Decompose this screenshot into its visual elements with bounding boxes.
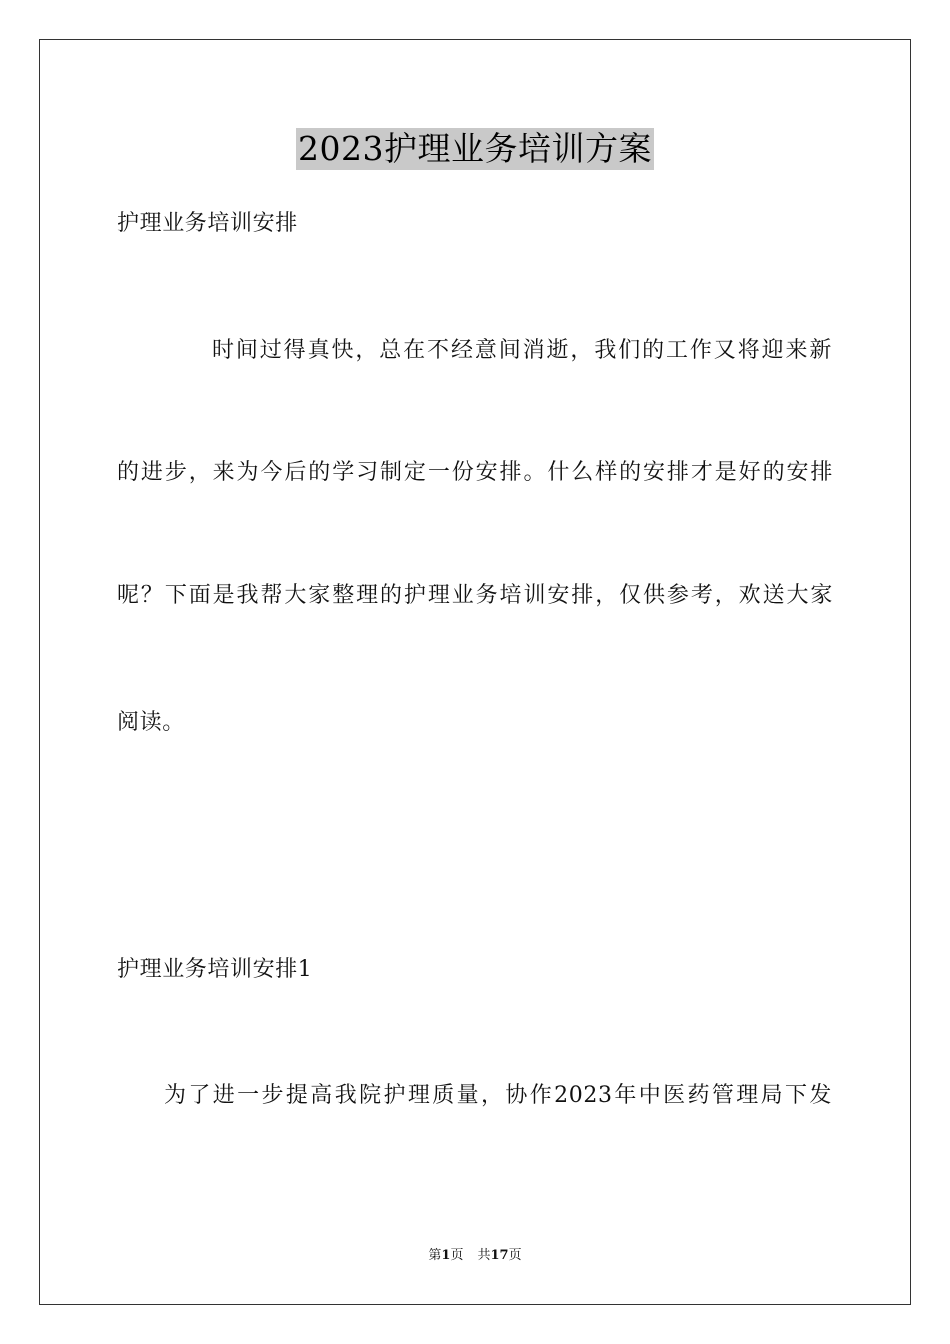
intro-heading: 护理业务培训安排 — [117, 211, 298, 236]
intro-line-2: 的进步，来为今后的学习制定一份安排。什么样的安排才是好的安排 — [117, 460, 833, 485]
intro-line-3: 呢？下面是我帮大家整理的护理业务培训安排，仅供参考，欢送大家 — [117, 583, 833, 608]
footer-page-prefix: 第 — [428, 1248, 442, 1263]
footer-total-suffix: 页 — [508, 1248, 522, 1263]
title-container — [0, 128, 950, 170]
footer-page-suffix: 页 — [450, 1248, 464, 1263]
footer-total-prefix: 共 — [477, 1248, 491, 1263]
intro-line-4: 阅读。 — [117, 710, 185, 735]
footer-page-total: 17 — [490, 1248, 509, 1263]
footer-page-current: 1 — [441, 1248, 451, 1263]
page-footer — [0, 1247, 950, 1265]
intro-line-1: 时间过得真快，总在不经意间消逝，我们的工作又将迎来新 — [212, 338, 832, 363]
document-title: 2023护理业务培训方案 — [298, 129, 652, 168]
section1-line-1: 为了进一步提高我院护理质量，协作2023年中医药管理局下发 — [164, 1083, 832, 1108]
section1-heading: 护理业务培训安排1 — [117, 957, 313, 982]
